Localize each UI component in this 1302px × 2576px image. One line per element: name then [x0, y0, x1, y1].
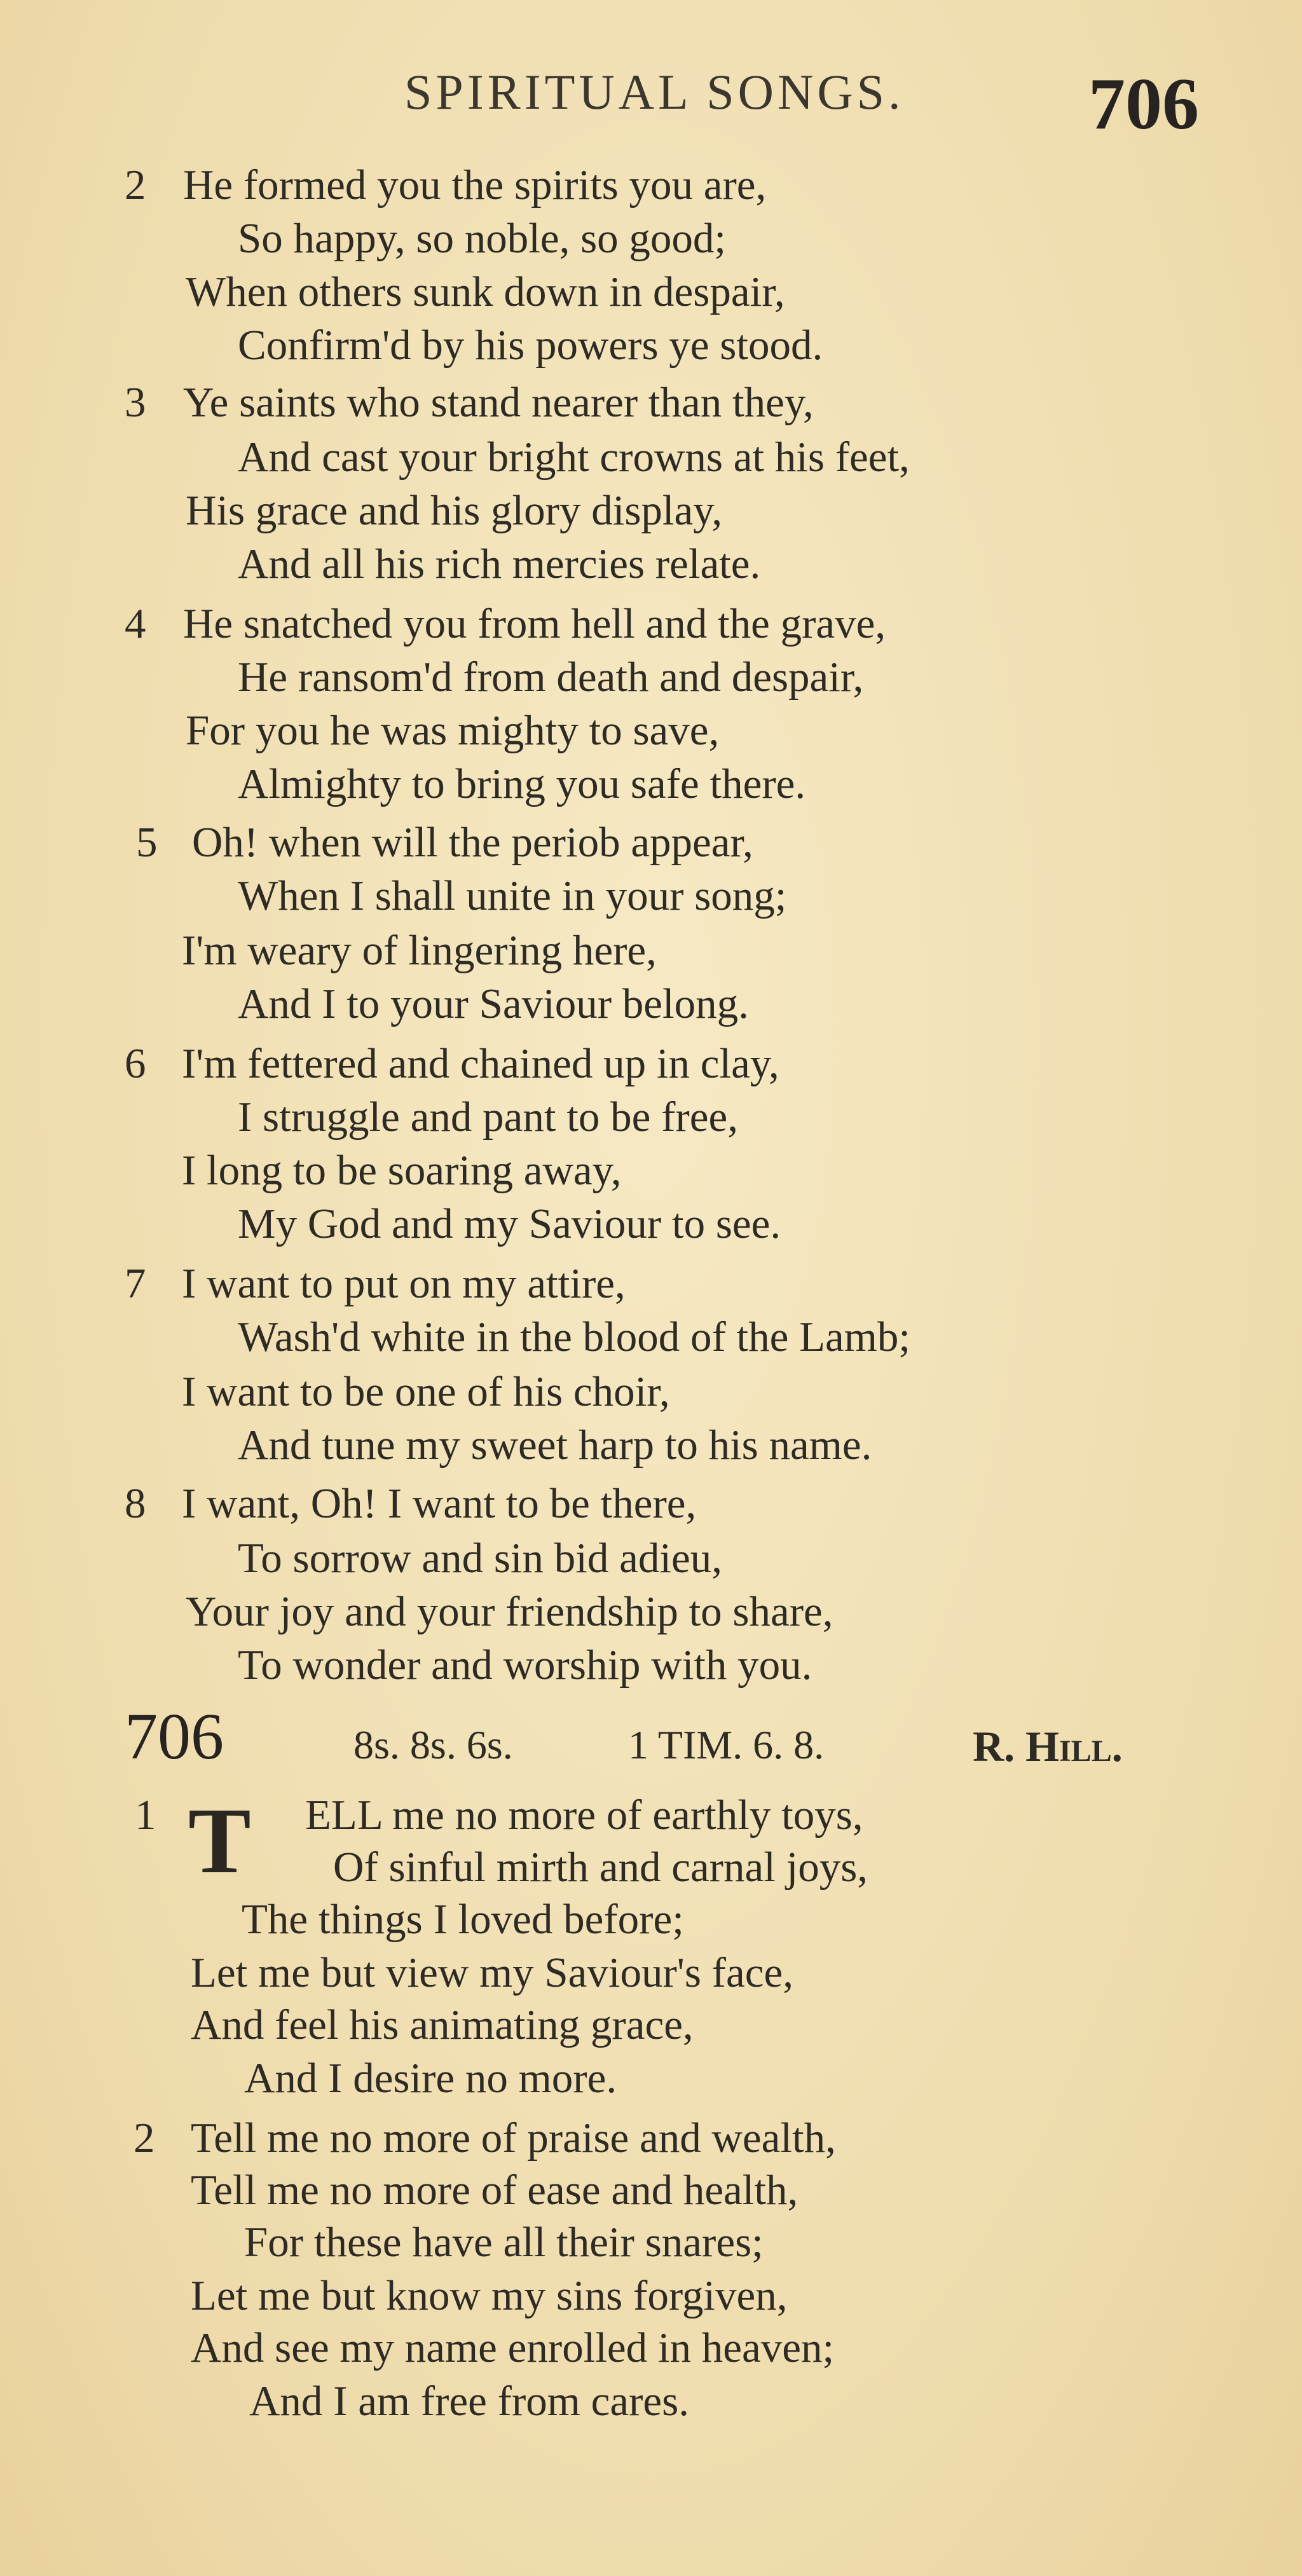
verse-line: When I shall unite in your song;	[238, 872, 787, 919]
verse-line: Let me but know my sins forgiven,	[191, 2272, 788, 2319]
verse-line: Tell me no more of ease and health,	[191, 2167, 798, 2214]
stanza-number: 4	[125, 600, 146, 647]
verse-line: I want to be one of his choir,	[182, 1368, 670, 1415]
verse-line: And feel his animating grace,	[191, 2001, 694, 2048]
verse-line: And cast your bright crowns at his feet,	[238, 434, 910, 481]
verse-line: And I am free from cares.	[249, 2378, 689, 2425]
stanza-number: 7	[125, 1260, 146, 1307]
verse-line: I'm weary of lingering here,	[182, 927, 657, 974]
verse-line: And tune my sweet harp to his name.	[238, 1422, 872, 1469]
hymn-number: 706	[125, 1700, 224, 1773]
verse-line: I'm fettered and chained up in clay,	[182, 1040, 779, 1087]
verse-line: And see my name enrolled in heaven;	[191, 2324, 835, 2371]
verse-line: Almighty to bring you safe there.	[238, 760, 806, 807]
stanza-number: 1	[135, 1792, 156, 1839]
verse-line: He ransom'd from death and despair,	[238, 654, 864, 701]
scripture-reference: 1 TIM. 6. 8.	[628, 1722, 825, 1767]
verse-line: For these have all their snares;	[244, 2219, 764, 2266]
verse-line: For you he was mighty to save,	[186, 707, 720, 754]
stanza-number: 8	[125, 1480, 146, 1527]
verse-line: I want, Oh! I want to be there,	[182, 1480, 697, 1527]
verse-line: I want to put on my attire,	[182, 1260, 626, 1307]
verse-line: And I desire no more.	[244, 2055, 617, 2102]
verse-line: To sorrow and sin bid adieu,	[238, 1535, 722, 1582]
page-number: 706	[1088, 64, 1199, 145]
stanza-number: 6	[125, 1040, 146, 1087]
verse-line: Ye saints who stand nearer than they,	[183, 379, 814, 426]
verse-line: His grace and his glory display,	[186, 487, 723, 534]
verse-line: So happy, so noble, so good;	[238, 215, 727, 262]
verse-line: Wash'd white in the blood of the Lamb;	[238, 1313, 910, 1360]
running-head: SPIRITUAL SONGS.	[404, 64, 905, 120]
verse-line: The things I loved before;	[242, 1896, 684, 1943]
verse-line: To wonder and worship with you.	[238, 1641, 812, 1689]
verse-line: ELL me no more of earthly toys,	[305, 1792, 863, 1839]
verse-line: I struggle and pant to be free,	[238, 1093, 738, 1141]
verse-line: And all his rich mercies relate.	[238, 540, 761, 587]
stanza-number: 2	[125, 161, 146, 209]
verse-line: When others sunk down in despair,	[186, 268, 785, 315]
stanza-number: 2	[134, 2114, 155, 2162]
verse-line: Your joy and your friendship to share,	[186, 1588, 833, 1635]
verse-line: Of sinful mirth and carnal joys,	[333, 1844, 868, 1891]
verse-line: He formed you the spirits you are,	[183, 161, 767, 209]
hymn-meter: 8s. 8s. 6s.	[353, 1722, 513, 1767]
drop-cap: T	[188, 1789, 251, 1893]
verse-line: Oh! when will the periob appear,	[192, 819, 753, 866]
verse-line: I long to be soaring away,	[182, 1147, 622, 1194]
stanza-number: 5	[136, 819, 158, 866]
hymn-author: R. Hill.	[973, 1722, 1123, 1771]
verse-line: Tell me no more of praise and wealth,	[191, 2114, 836, 2162]
verse-line: And I to your Saviour belong.	[238, 980, 749, 1027]
verse-line: He snatched you from hell and the grave,	[183, 600, 886, 647]
verse-line: My God and my Saviour to see.	[238, 1200, 781, 1247]
stanza-number: 3	[125, 379, 146, 426]
verse-line: Confirm'd by his powers ye stood.	[238, 322, 823, 369]
verse-line: Let me but view my Saviour's face,	[191, 1949, 793, 1996]
